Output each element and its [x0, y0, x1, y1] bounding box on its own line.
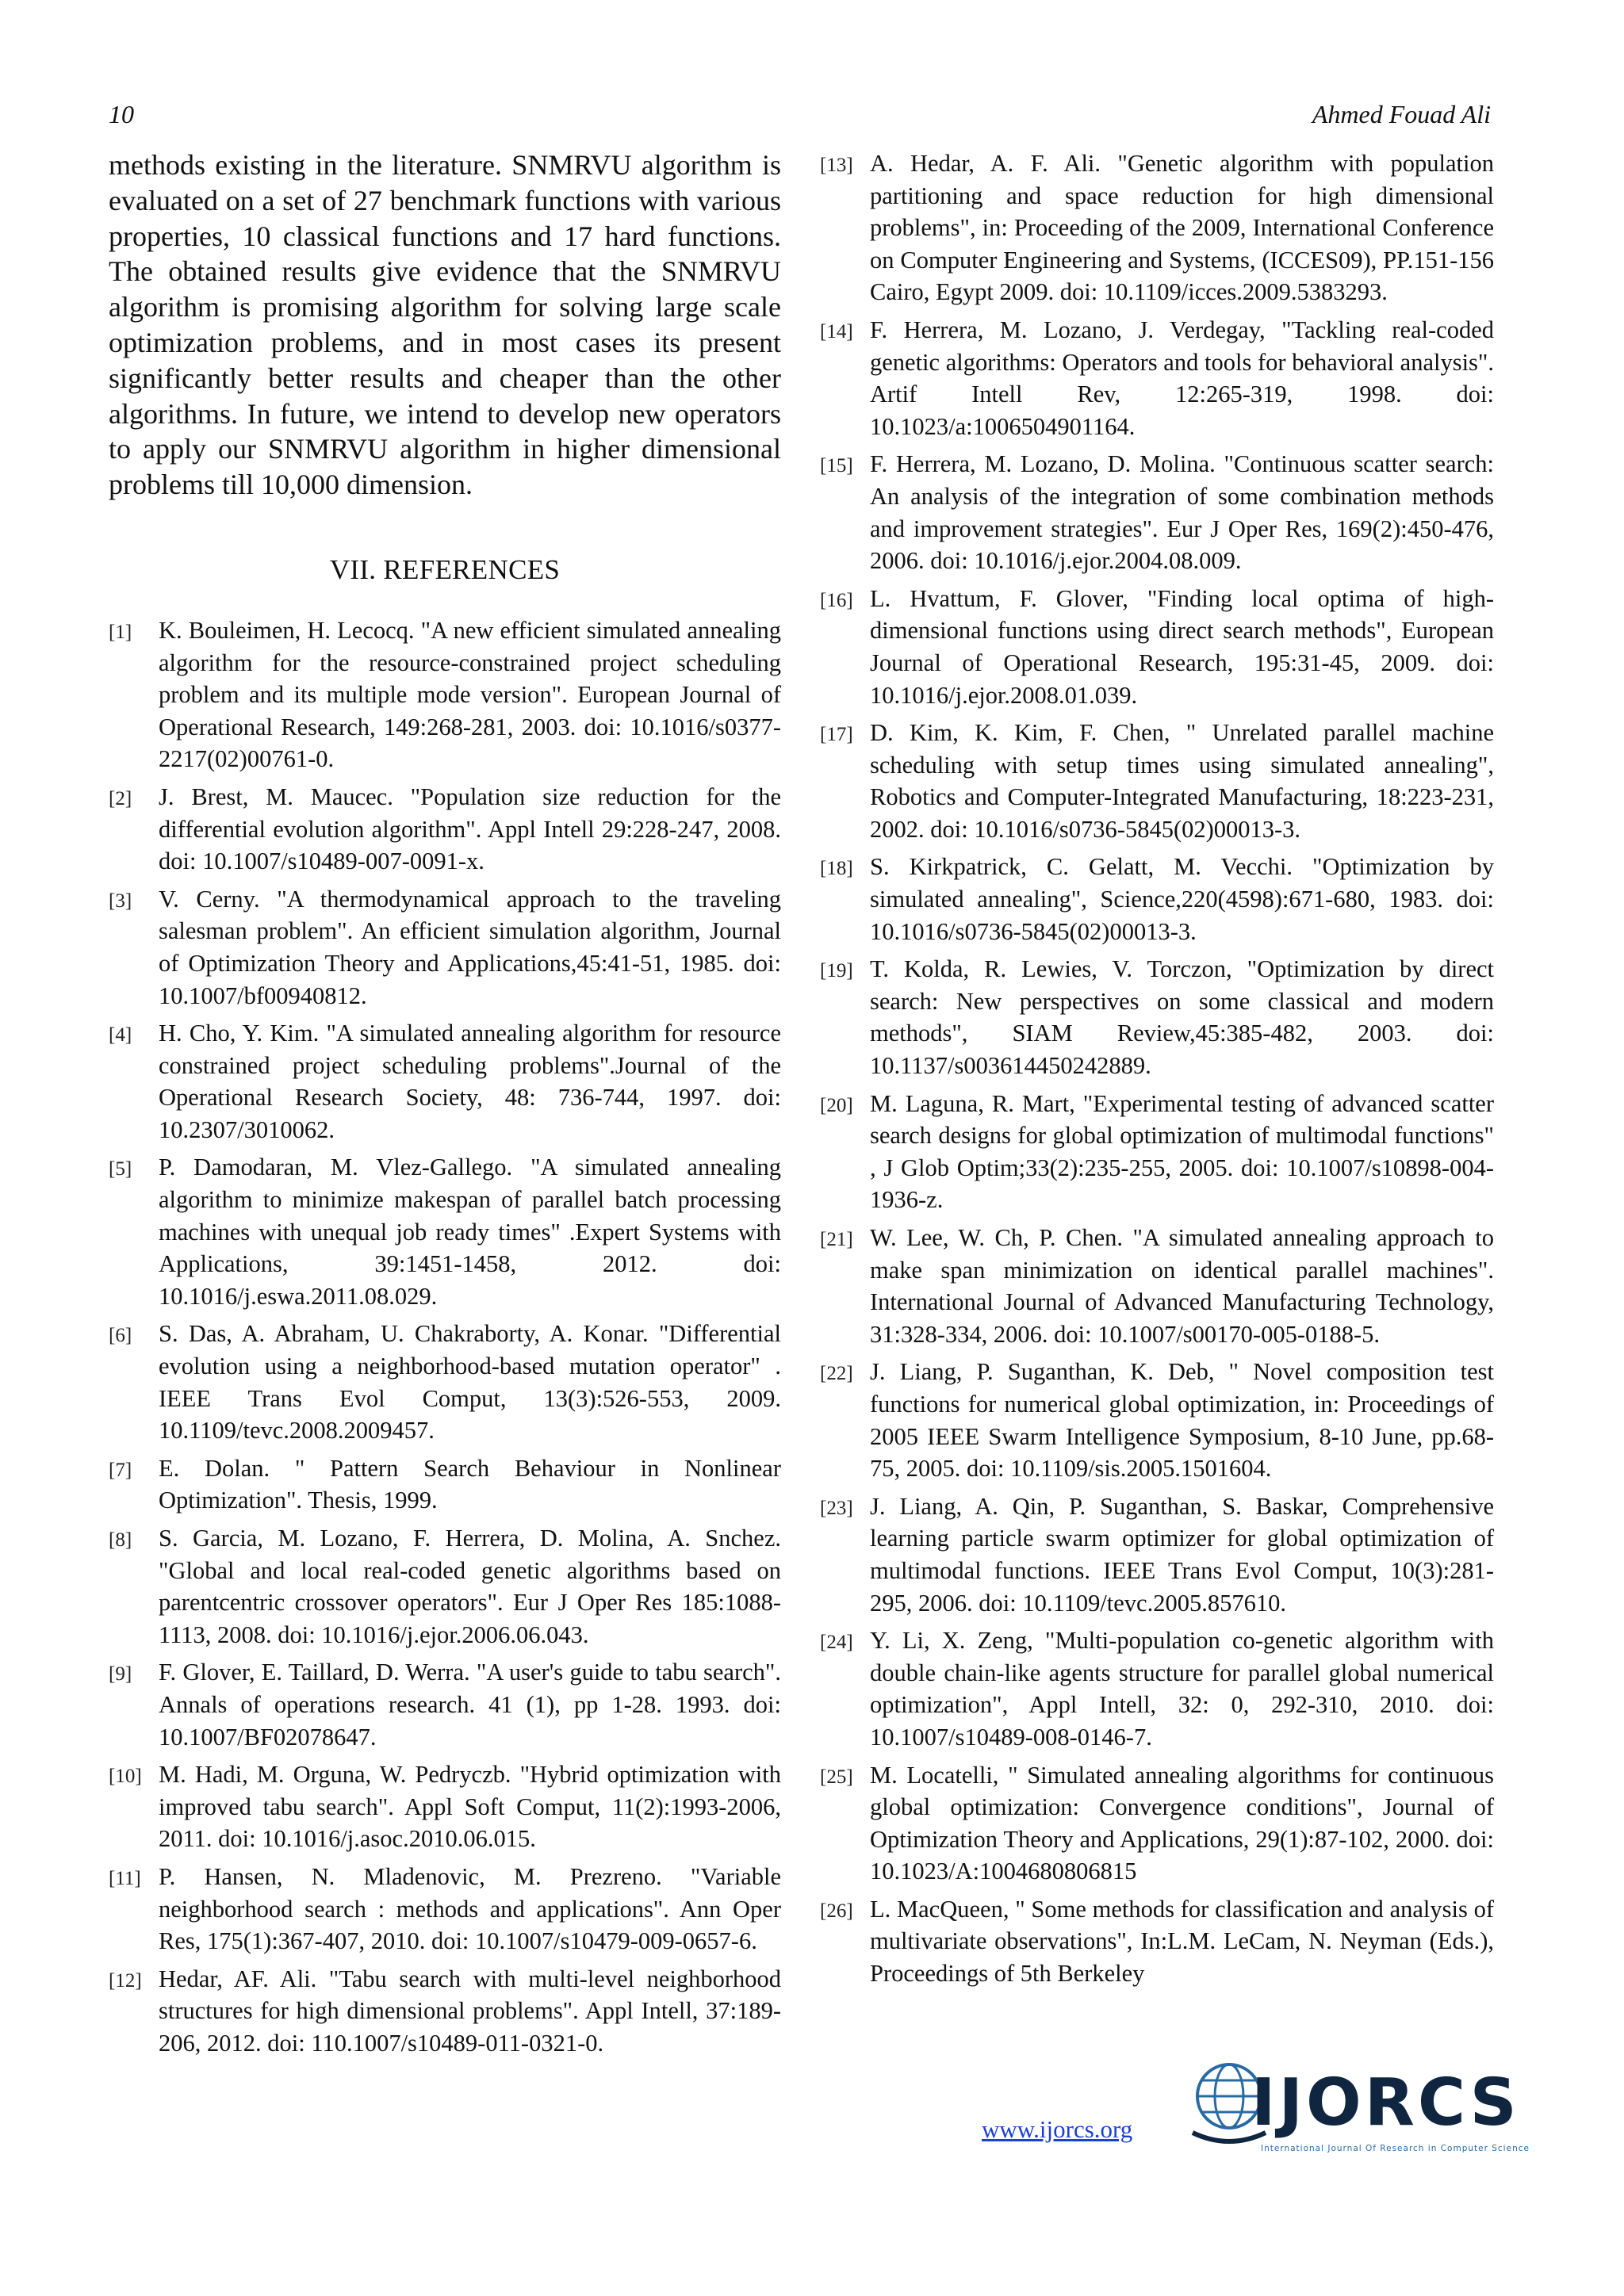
logo-wordmark: IJORCS [1251, 2065, 1520, 2141]
conclusion-paragraph: methods existing in the literature. SNMRVU algorithm is evaluated on a set of 27 benchmark functions with various properties, 10 classical functions and 17 hard functions. The obtained results give evidence that the SNMRVU algorithm is promising algorithm for solving large scale optimization problems, and in most cases its present significantly better results and cheaper than the other algorithms. In future, we intend to develop new operators to apply our SNMRVU algorithm in higher dimensional problems till 10,000 dimension. [109, 149, 781, 501]
reference-item [820, 147, 1494, 308]
reference-item [820, 717, 1494, 845]
reference-item [109, 1522, 781, 1651]
reference-item [820, 1088, 1494, 1216]
left-column [109, 147, 781, 2065]
reference-text: J. Brest, M. Maucec. "Population size reduction for the differential evolution algorithm". Appl Intell 29:228-247, 2008. doi: 10.1007/s10489-007-0091-x. [159, 783, 781, 875]
logo-tagline: International Journal Of Research in Computer Science [1261, 2144, 1530, 2153]
reference-number: [1] [109, 621, 132, 643]
reference-text: F. Herrera, M. Lozano, D. Molina. "Continuous scatter search: An analysis of the integration of some combination methods and improvement strategies". Eur J Oper Res, 169(2):450-476, 2006. doi: 10.1016/j.ejor.2004.08.009. [870, 450, 1494, 575]
reference-item [109, 1017, 781, 1146]
reference-number: [23] [820, 1497, 853, 1519]
reference-text: S. Kirkpatrick, C. Gelatt, M. Vecchi. "Optimization by simulated annealing", Science,220(4598):671-680, 1983. doi: 10.1016/s0736-5845(02)00013-3. [870, 853, 1494, 945]
references-list-left [109, 614, 781, 2060]
reference-text: M. Laguna, R. Mart, "Experimental testing of advanced scatter search designs for global optimization of multimodal functions" , J Glob Optim;33(2):235-255, 2005. doi: 10.1007/s10898-004-1936-z. [870, 1089, 1494, 1214]
reference-number: [6] [109, 1325, 132, 1347]
reference-number: [8] [109, 1529, 132, 1551]
reference-item [820, 448, 1494, 576]
reference-text: F. Glover, E. Taillard, D. Werra. "A user's guide to tabu search". Annals of operations research. 41 (1), pp 1-28. 1993. doi: 10.1007/BF02078647. [159, 1659, 781, 1751]
reference-text: S. Garcia, M. Lozano, F. Herrera, D. Molina, A. Snchez. "Global and local real-coded genetic algorithms based on parentcentric crossover operators". Eur J Oper Res 185:1088-1113, 2008. doi: 10.1016/j.ejor.2006.06.043. [159, 1525, 781, 1648]
reference-item [820, 1490, 1494, 1619]
reference-text: T. Kolda, R. Lewies, V. Torczon, "Optimization by direct search: New perspectives on some classical and modern methods", SIAM Review,45:385-482, 2003. doi: 10.1137/s003614450242889. [870, 955, 1494, 1080]
reference-item [820, 314, 1494, 442]
reference-number: [10] [109, 1766, 142, 1788]
reference-item [820, 1893, 1494, 1990]
reference-text: Y. Li, X. Zeng, "Multi-population co-genetic algorithm with double chain-like agents structure for parallel global numerical optimization", Appl Intell, 32: 0, 292-310, 2010. doi: 10.1007/s10489-008-0146-7. [870, 1627, 1494, 1751]
reference-number: [17] [820, 724, 853, 746]
reference-number: [2] [109, 787, 132, 809]
reference-number: [11] [109, 1867, 141, 1889]
reference-number: [14] [820, 320, 853, 342]
reference-text: A. Hedar, A. F. Ali. "Genetic algorithm with population partitioning and space reduction for high dimensional problems", in: Proceeding of the 2009, International Conference on Computer Engineering and Systems, (ICCES09), PP.151-156 Cairo, Egypt 2009. doi: 10.1109/icces.2009.5383293. [870, 150, 1494, 306]
journal-logo [1182, 2055, 1530, 2158]
reference-text: P. Hansen, N. Mladenovic, M. Prezreno. "Variable neighborhood search : methods and applications". Ann Oper Res, 175(1):367-407, 2010. doi: 10.1007/s10479-009-0657-6. [159, 1862, 781, 1955]
reference-number: [19] [820, 960, 853, 982]
reference-item [109, 1656, 781, 1753]
reference-text: S. Das, A. Abraham, U. Chakraborty, A. Konar. "Differential evolution using a neighborhood-based mutation operator" . IEEE Trans Evol Comput, 13(3):526-553, 2009. 10.1109/tevc.2008.2009457. [159, 1320, 781, 1445]
reference-number: [18] [820, 858, 853, 880]
reference-number: [16] [820, 589, 853, 611]
right-column [820, 147, 1494, 1996]
reference-number: [4] [109, 1024, 132, 1047]
reference-number: [9] [109, 1663, 132, 1686]
reference-item [820, 1624, 1494, 1753]
reference-text: F. Herrera, M. Lozano, J. Verdegay, "Tackling real-coded genetic algorithms: Operators and tools for behavioral analysis". Artif Intell Rev, 12:265-319, 1998. doi: 10.1023/a:1006504901164. [870, 316, 1494, 440]
journal-website-link[interactable]: www.ijorcs.org [982, 2115, 1133, 2143]
reference-item [820, 1356, 1494, 1484]
reference-item [820, 1759, 1494, 1888]
reference-item [109, 781, 781, 878]
reference-number: [5] [109, 1158, 132, 1181]
reference-text: E. Dolan. " Pattern Search Behaviour in Nonlinear Optimization". Thesis, 1999. [159, 1454, 781, 1514]
reference-number: [26] [820, 1900, 853, 1922]
reference-number: [20] [820, 1094, 853, 1116]
reference-item [109, 1318, 781, 1446]
reference-number: [25] [820, 1766, 853, 1788]
reference-item [109, 1861, 781, 1957]
reference-text: K. Bouleimen, H. Lecocq. "A new efficient simulated annealing algorithm for the resource-constrained project scheduling problem and its multiple mode version". European Journal of Operational Research, 149:268-281, 2003. doi: 10.1016/s0377-2217(02)00761-0. [159, 616, 781, 773]
reference-text: J. Liang, P. Suganthan, K. Deb, " Novel composition test functions for numerical global optimization, in: Proceedings of 2005 IEEE Swarm Intelligence Symposium, 8-10 June, pp.68-75, 2005. doi: 10.1109/sis.2005.1501604. [870, 1358, 1494, 1483]
reference-text: Hedar, AF. Ali. "Tabu search with multi-level neighborhood structures for high dimensional problems". Appl Intell, 37:189-206, 2012. doi: 110.1007/s10489-011-0321-0. [159, 1965, 781, 2057]
reference-text: W. Lee, W. Ch, P. Chen. "A simulated annealing approach to make span minimization on identical parallel machines". International Journal of Advanced Manufacturing Technology, 31:328-334, 2006. doi: 10.1007/s00170-005-0188-5. [870, 1224, 1494, 1348]
reference-number: [21] [820, 1229, 853, 1250]
reference-text: M. Hadi, M. Orguna, W. Pedryczb. "Hybrid optimization with improved tabu search". Appl Soft Comput, 11(2):1993-2006, 2011. doi: 10.1016/j.asoc.2010.06.015. [159, 1761, 781, 1853]
reference-item [820, 953, 1494, 1081]
references-heading: VII. REFERENCES [329, 553, 561, 585]
reference-item [820, 1222, 1494, 1350]
running-header-author: Ahmed Fouad Ali [1312, 100, 1491, 128]
reference-text: L. MacQueen, " Some methods for classification and analysis of multivariate observations", In:L.M. LeCam, N. Neyman (Eds.), Proceedings of 5th Berkeley [870, 1895, 1494, 1988]
reference-number: [24] [820, 1632, 853, 1654]
reference-number: [7] [109, 1459, 132, 1481]
reference-number: [13] [820, 155, 853, 176]
reference-item [820, 583, 1494, 711]
references-list-right [820, 147, 1494, 1990]
reference-item [109, 883, 781, 1012]
reference-item [109, 1452, 781, 1517]
reference-text: L. Hvattum, F. Glover, "Finding local optima of high-dimensional functions using direct search methods", European Journal of Operational Research, 195:31-45, 2009. doi: 10.1016/j.ejor.2008.01.039. [870, 584, 1494, 709]
page-number: 10 [109, 100, 134, 128]
reference-text: H. Cho, Y. Kim. "A simulated annealing algorithm for resource constrained project scheduling problems".Journal of the Operational Research Society, 48: 736-744, 1997. doi: 10.2307/3010062. [159, 1020, 781, 1143]
reference-text: J. Liang, A. Qin, P. Suganthan, S. Baskar, Comprehensive learning particle swarm optimizer for global optimization of multimodal functions. IEEE Trans Evol Comput, 10(3):281-295, 2006. doi: 10.1109/tevc.2005.857610. [870, 1492, 1494, 1617]
reference-text: P. Damodaran, M. Vlez-Gallego. "A simulated annealing algorithm to minimize makespan of parallel batch processing machines with unequal job ready times" .Expert Systems with Applications, 39:1451-1458, 2012. doi: 10.1016/j.eswa.2011.08.029. [159, 1154, 781, 1310]
reference-text: M. Locatelli, " Simulated annealing algorithms for continuous global optimization: Convergence conditions", Journal of Optimization Theory and Applications, 29(1):87-102, 2000. doi: 10.1023/A:1004680806815 [870, 1761, 1494, 1885]
reference-number: [12] [109, 1969, 142, 1992]
reference-number: [22] [820, 1363, 853, 1385]
reference-item [820, 851, 1494, 947]
reference-text: D. Kim, K. Kim, F. Chen, " Unrelated parallel machine scheduling with setup times using simulated annealing", Robotics and Computer-Integrated Manufacturing, 18:223-231, 2002. doi: 10.1016/s0736-5845(02)00013-3. [870, 719, 1494, 843]
reference-item [109, 614, 781, 775]
reference-number: [15] [820, 455, 853, 477]
reference-text: V. Cerny. "A thermodynamical approach to the traveling salesman problem". An efficient simulation algorithm, Journal of Optimization Theory and Applications,45:41-51, 1985. doi: 10.1007/bf00940812. [159, 885, 781, 1009]
reference-item [109, 1151, 781, 1312]
reference-number: [3] [109, 890, 132, 912]
reference-item [109, 1963, 781, 2060]
reference-item [109, 1758, 781, 1855]
